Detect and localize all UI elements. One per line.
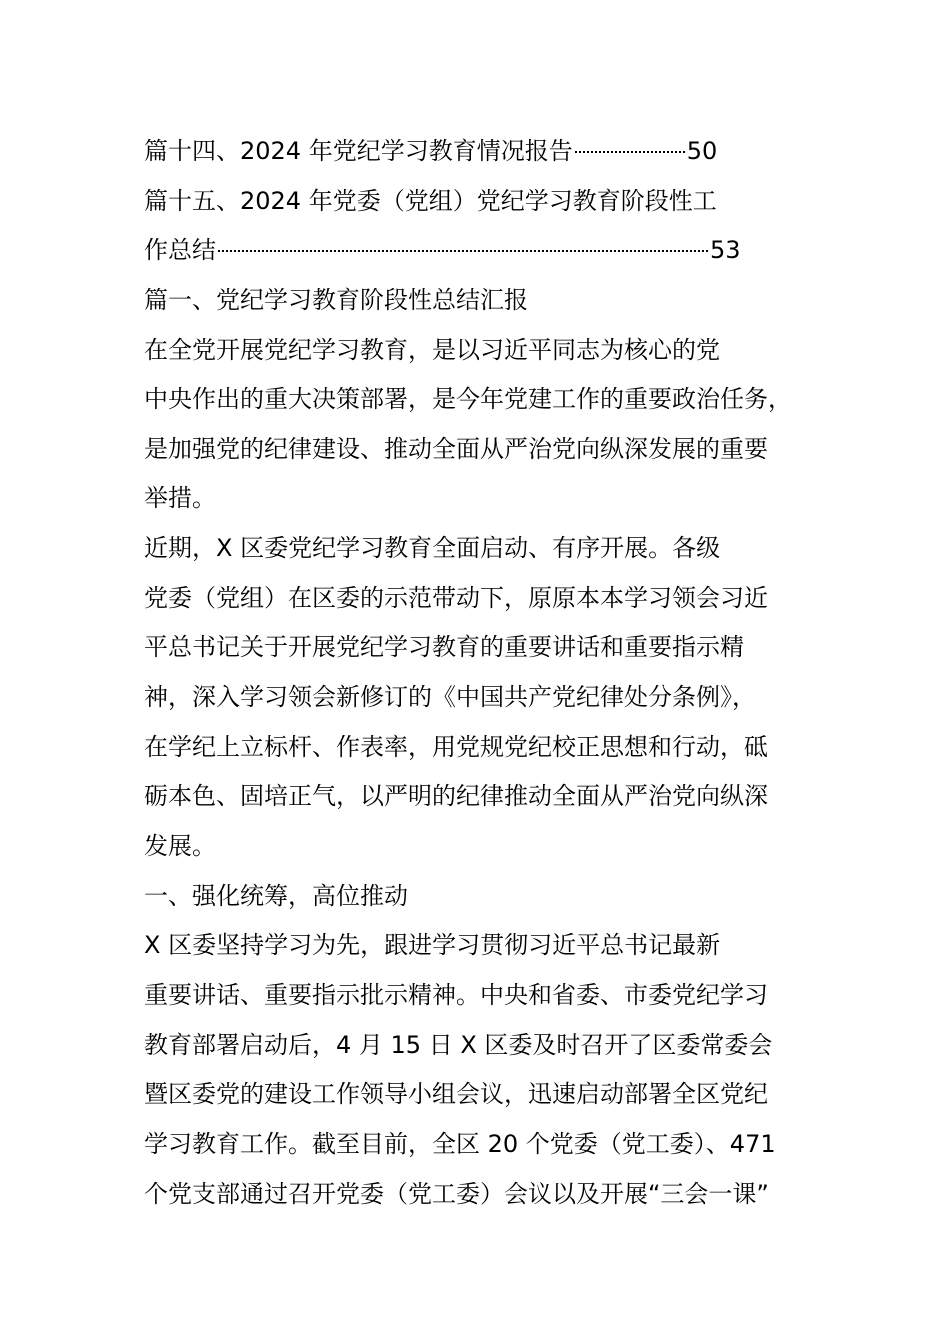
paragraph-line: 党委（党组）在区委的示范带动下，原原本本学习领会习近 xyxy=(144,584,768,612)
paragraph-line: 是加强党的纪律建设、推动全面从严治党向纵深发展的重要 xyxy=(144,435,768,463)
paragraph-line: 平总书记关于开展党纪学习教育的重要讲话和重要指示精 xyxy=(144,633,744,661)
paragraph-line: 举措。 xyxy=(144,484,216,512)
toc-entry-title: 篇十四、2024 年党纪学习教育情况报告 xyxy=(144,137,573,165)
paragraph-line: 暨区委党的建设工作领导小组会议，迅速启动部署全区党纪 xyxy=(144,1080,768,1108)
paragraph-line: 砺本色、固培正气，以严明的纪律推动全面从严治党向纵深 xyxy=(144,782,768,810)
article-heading: 篇一、党纪学习教育阶段性总结汇报 xyxy=(144,286,528,314)
paragraph-line: 在学纪上立标杆、作表率，用党规党纪校正思想和行动，砥 xyxy=(144,733,768,761)
paragraph-line: 重要讲话、重要指示批示精神。中央和省委、市委党纪学习 xyxy=(144,981,768,1009)
toc-entry-14[interactable] xyxy=(144,136,717,166)
toc-entry-15-line1[interactable] xyxy=(144,186,717,216)
paragraph-line: 个党支部通过召开党委（党工委）会议以及开展“三会一课” xyxy=(144,1180,769,1208)
paragraph-line: 中央作出的重大决策部署，是今年党建工作的重要政治任务， xyxy=(144,385,792,413)
toc-leader-dots xyxy=(218,250,708,252)
paragraph-line: 教育部署启动后，4 月 15 日 X 区委及时召开了区委常委会 xyxy=(144,1031,773,1059)
paragraph-line: 学习教育工作。截至目前，全区 20 个党委（党工委）、471 xyxy=(144,1130,776,1158)
paragraph-line: 近期，X 区委党纪学习教育全面启动、有序开展。各级 xyxy=(144,534,721,562)
toc-entry-title: 篇十五、2024 年党委（党组）党纪学习教育阶段性工 xyxy=(144,187,717,215)
toc-entry-page: 53 xyxy=(710,236,741,264)
paragraph-line: 在全党开展党纪学习教育，是以习近平同志为核心的党 xyxy=(144,336,720,364)
paragraph-line: X 区委坚持学习为先，跟进学习贯彻习近平总书记最新 xyxy=(144,931,721,959)
paragraph-line: 神，深入学习领会新修订的《中国共产党纪律处分条例》， xyxy=(144,683,756,711)
paragraph-line: 发展。 xyxy=(144,832,216,860)
toc-entry-15-line2[interactable] xyxy=(144,235,741,265)
toc-entry-page: 50 xyxy=(686,137,718,165)
section-heading: 一、强化统筹，高位推动 xyxy=(144,882,408,910)
toc-leader-dots xyxy=(575,151,685,153)
toc-entry-title: 作总结 xyxy=(144,236,216,264)
